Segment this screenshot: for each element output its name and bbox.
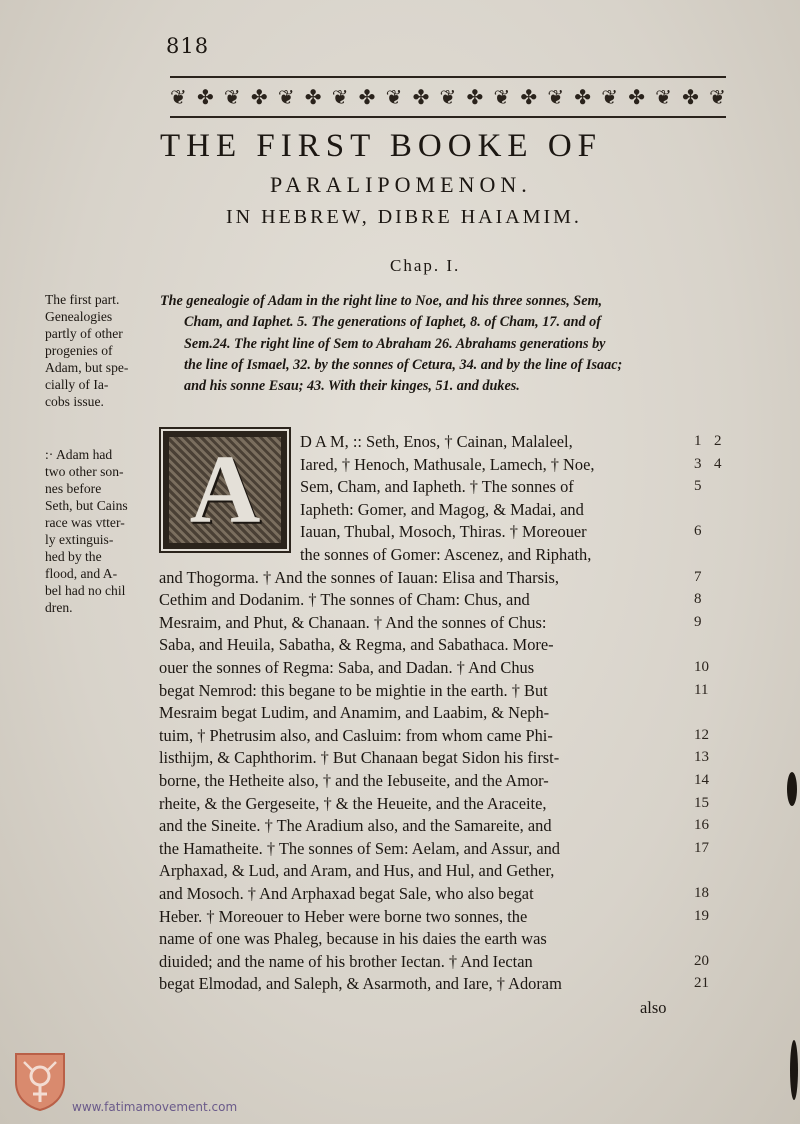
text-line: begat Nemrod: this begane to be mightie in the earth. † But [159, 680, 548, 700]
footer-url: www.fatimamovement.com [72, 1100, 238, 1114]
text-line: and Mosoch. † And Arphaxad begat Sale, who also begat [159, 884, 534, 903]
text-line: Iapheth: Gomer, and Magog, & Madai, and [300, 499, 584, 519]
page-edge-mark [790, 1040, 798, 1100]
text-line: Iauan, Thubal, Mosoch, Thiras. † Moreouer [300, 522, 587, 542]
text-line: listhijm, & Caphthorim. † But Chanaan begat Sidon his first- [159, 748, 560, 768]
text-line: the Hamatheite. † The sonnes of Sem: Aelam, and Assur, and [159, 838, 560, 858]
verse-number: 13 [694, 749, 709, 766]
text-line: rheite, & the Gergeseite, † & the Heueite, and the Araceite, [159, 793, 547, 813]
verse-number: 5 [694, 478, 702, 495]
text-line: Arphaxad, & Lud, and Aram, and Hus, and Hul, and Gether, [159, 861, 555, 881]
text-line: borne, the Hetheite also, † and the Iebuseite, and the Amor- [159, 771, 549, 790]
verse-number: 19 [694, 907, 709, 924]
text-line: Mesraim, and Phut, & Chanaan. † And the sonnes of Chus: [159, 612, 547, 632]
book-subtitle: PARALIPOMENON. [270, 172, 532, 197]
verse-number: 11 [694, 681, 709, 698]
verse-number: 4 [714, 455, 722, 472]
chapter-heading: Chap. I. [390, 256, 461, 275]
verse-number: 9 [694, 613, 702, 630]
summary-line: the line of Ismael, 32. by the sonnes of Cetura, 34. and by the line of Isaac; [184, 356, 623, 373]
verse-number: 17 [694, 839, 709, 856]
summary-line: and his sonne Esau; 43. With their kinges, 51. and dukes. [184, 378, 520, 395]
book-title: THE FIRST BOOKE OF [160, 128, 603, 164]
text-line: ouer the sonnes of Regma: Saba, and Dadan. † And Chus [159, 658, 535, 677]
verse-number: 7 [694, 568, 702, 585]
text-line: diuided; and the name of his brother Iectan. † And Iectan [159, 951, 533, 971]
verse-number: 8 [694, 591, 702, 608]
verse-number: 20 [694, 952, 709, 969]
text-line: Sem, Cham, and Iapheth. † The sonnes of [300, 477, 574, 497]
verse-number: 15 [694, 794, 709, 811]
summary-line: Cham, and Iaphet. 5. The generations of Iaphet, 8. of Cham, 17. and of [184, 314, 602, 331]
hebrew-title: IN HEBREW, DIBRE HAIAMIM. [226, 206, 582, 228]
verse-number: 10 [694, 659, 709, 675]
verse-number: 2 [714, 433, 722, 449]
text-line: begat Elmodad, and Saleph, & Asarmoth, and Iare, † Adoram [159, 974, 562, 994]
page-number: 818 [166, 34, 210, 58]
text-line: name of one was Phaleg, because in his daies the earth was [159, 929, 547, 949]
page-edge-mark [787, 772, 797, 806]
verse-number: 1 [694, 433, 702, 449]
summary-line: The genealogie of Adam in the right line to Noe, and his three sonnes, Sem, [160, 293, 603, 309]
verse-number: 3 [694, 455, 702, 472]
text-line: Cethim and Dodanim. † The sonnes of Cham: Chus, and [159, 590, 530, 610]
text-line: D A M, :: Seth, Enos, † Cainan, Malaleel, [300, 432, 573, 451]
text-line: tuim, † Phetrusim also, and Casluim: from whom came Phi- [159, 725, 553, 745]
ornament-border: ❦ ✤ ❦ ✤ ❦ ✤ ❦ ✤ ❦ ✤ ❦ ✤ ❦ ✤ ❦ ✤ ❦ ✤ ❦ ✤ ❦ [170, 85, 726, 109]
catchword: also [640, 998, 667, 1017]
text-line: Heber. † Moreouer to Heber were borne two sonnes, the [159, 906, 528, 926]
verse-number: 6 [694, 523, 702, 540]
text-line: the sonnes of Gomer: Ascenez, and Riphath, [300, 545, 592, 564]
verse-number: 14 [694, 772, 709, 788]
summary-line: Sem.24. The right line of Sem to Abraham 26. Abrahams generations by [184, 335, 606, 352]
text-line: Saba, and Heuila, Sabatha, & Regma, and Sabathaca. More- [159, 635, 554, 655]
verse-number: 16 [694, 817, 709, 834]
margin-note-adam: :· Adam had two other son- nes before Seth, but Cains race was vtter- ly extinguis- hed by the flood, and A- bel had no chil dren. [45, 447, 128, 615]
initial-letter: A [189, 436, 261, 544]
text-line: and Thogorma. † And the sonnes of Iauan: Elisa and Tharsis, [159, 567, 559, 587]
verse-number: 18 [694, 885, 709, 901]
shield-logo-icon [14, 1052, 66, 1112]
text-line: Iared, † Henoch, Mathusale, Lamech, † Noe, [300, 454, 595, 474]
text-line: Mesraim begat Ludim, and Anamim, and Laabim, & Neph- [159, 703, 550, 723]
verse-number: 21 [694, 975, 709, 992]
text-line: and the Sineite. † The Aradium also, and the Samareite, and [159, 816, 552, 836]
verse-number: 12 [694, 726, 709, 743]
margin-note-first-part: The first part. Genealogies partly of other progenies of Adam, but spe- cially of Ia- cobs issue. [45, 292, 129, 409]
